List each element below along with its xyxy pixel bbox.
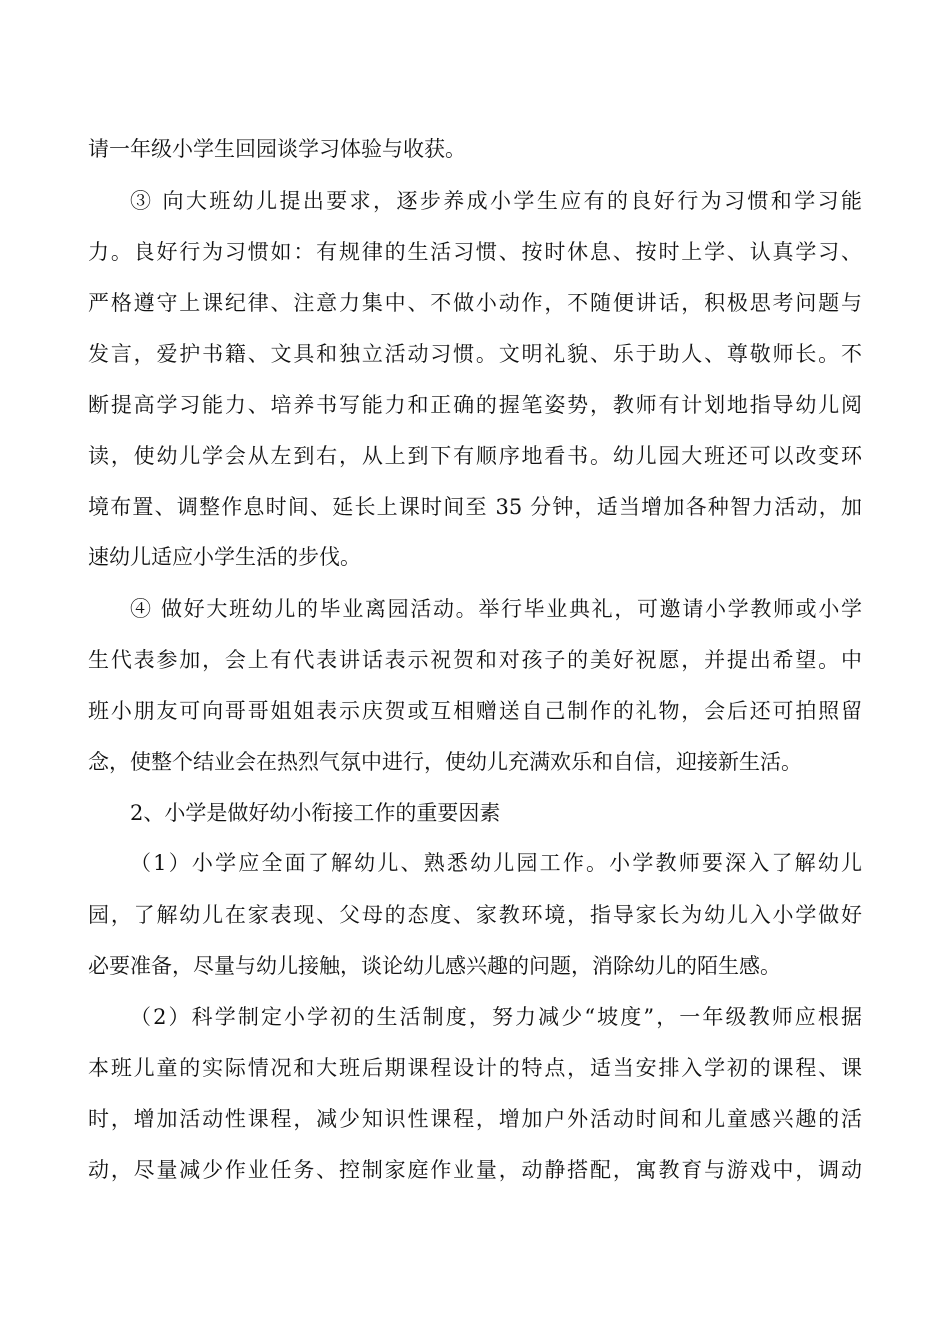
text-line: （1）小学应全面了解幼儿、熟悉幼儿园工作。小学教师要深入了解幼儿 xyxy=(130,851,862,875)
text-line: 念，使整个结业会在热烈气氛中进行，使幼儿充满欢乐和自信，迎接新生活。 xyxy=(88,750,802,774)
section-heading: 2、小学是做好幼小衔接工作的重要因素 xyxy=(130,801,501,825)
text-line: 必要准备，尽量与幼儿接触，谈论幼儿感兴趣的问题，消除幼儿的陌生感。 xyxy=(88,954,781,978)
text-line: 本班儿童的实际情况和大班后期课程设计的特点，适当安排入学初的课程、课 xyxy=(88,1056,862,1080)
text-line: 班小朋友可向哥哥姐姐表示庆贺或互相赠送自己制作的礼物，会后还可拍照留 xyxy=(88,699,862,723)
text-line: ④ 做好大班幼儿的毕业离园活动。举行毕业典礼，可邀请小学教师或小学 xyxy=(130,597,862,621)
text-line: 断提高学习能力、培养书写能力和正确的握笔姿势，教师有计划地指导幼儿阅 xyxy=(88,393,862,417)
text-line: 发言，爱护书籍、文具和独立活动习惯。文明礼貌、乐于助人、尊敬师长。不 xyxy=(88,342,862,366)
text-line: （2）科学制定小学初的生活制度，努力减少“坡度”，一年级教师应根据 xyxy=(130,1005,862,1029)
text-line: 读，使幼儿学会从左到右，从上到下有顺序地看书。幼儿园大班还可以改变环 xyxy=(88,444,862,468)
text-line: 动，尽量减少作业任务、控制家庭作业量，动静搭配，寓教育与游戏中，调动 xyxy=(88,1158,862,1182)
text-line: 力。良好行为习惯如：有规律的生活习惯、按时休息、按时上学、认真学习、 xyxy=(88,240,862,264)
text-line: 请一年级小学生回园谈学习体验与收获。 xyxy=(88,137,466,161)
text-line: 园，了解幼儿在家表现、父母的态度、家教环境，指导家长为幼儿入小学做好 xyxy=(88,903,862,927)
text-line: 生代表参加，会上有代表讲话表示祝贺和对孩子的美好祝愿，并提出希望。中 xyxy=(88,648,862,672)
text-line: 严格遵守上课纪律、注意力集中、不做小动作，不随便讲话，积极思考问题与 xyxy=(88,291,862,315)
text-line: 速幼儿适应小学生活的步伐。 xyxy=(88,545,361,569)
text-line: 境布置、调整作息时间、延长上课时间至 35 分钟，适当增加各种智力活动，加 xyxy=(88,495,862,519)
text-line: ③ 向大班幼儿提出要求，逐步养成小学生应有的良好行为习惯和学习能 xyxy=(130,189,862,213)
text-line: 时，增加活动性课程，减少知识性课程，增加户外活动时间和儿童感兴趣的活 xyxy=(88,1107,862,1131)
